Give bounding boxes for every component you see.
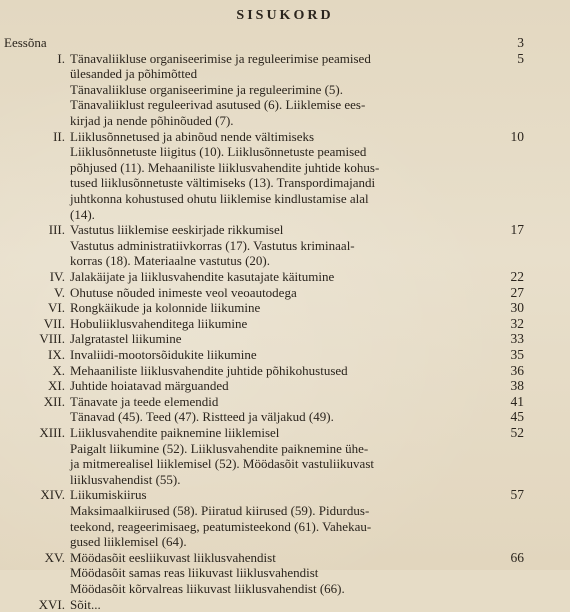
toc-page-number: 38 xyxy=(510,378,524,394)
toc-page-number: 3 xyxy=(517,35,524,50)
toc-entry-number: XV. xyxy=(44,549,65,565)
toc-entry-subtopics: liiklusvahendist (55). xyxy=(70,471,181,487)
toc-entry-subtopics: ülesanded ja põhimõtted xyxy=(70,66,198,82)
toc-entry-number: VI. xyxy=(48,300,65,316)
toc-page-number: 41 xyxy=(510,393,524,409)
toc-entry-number: XIII. xyxy=(39,425,65,440)
toc-entry-subtopics: Tänavaliiklust reguleerivad asutused (6). Liiklemise ees- xyxy=(70,97,366,113)
toc-page-number: 10 xyxy=(510,128,524,144)
toc-entry-title: Tänavad (45). Teed (47). Ristteed ja väljakud (49). xyxy=(70,409,334,425)
toc-page-number: 52 xyxy=(510,425,524,440)
toc-page-number: 36 xyxy=(510,362,524,378)
toc-entry-subtopics: ja mitmerealisel liiklemisel (52). Möödasõit vastuliikuvast xyxy=(70,456,375,472)
toc-entry-subtopics: Vastutus administratiivkorras (17). Vastutus kriminaal- xyxy=(70,237,355,253)
toc-page-number: 27 xyxy=(510,284,524,300)
toc-page-number: 17 xyxy=(510,222,524,238)
toc-entry-title: Eessõna xyxy=(4,35,47,50)
toc-entry-number: III. xyxy=(48,222,65,238)
toc-page-number: 22 xyxy=(510,269,524,284)
toc-entry-title: Hobuliiklusvahenditega liikumine xyxy=(70,315,248,331)
toc-entry-subtopics: Paigalt liikumine (52). Liiklusvahendite paiknemine ühe- xyxy=(70,440,369,456)
toc-entry-number: IX. xyxy=(48,347,65,362)
toc-entry-title: Liiklusvahendite paiknemine liiklemisel xyxy=(70,425,280,440)
toc-entry-title: Rongkäikude ja kolonnide liikumine xyxy=(70,300,261,316)
page-title: SISUKORD xyxy=(236,8,334,23)
toc-entry-number: VII. xyxy=(43,315,65,331)
toc-entry-number: X. xyxy=(52,362,65,378)
toc-entry-number: V. xyxy=(54,284,65,300)
toc-entry-title: Invaliidi-mootorsõidukite liikumine xyxy=(70,347,257,362)
toc-entry-title: Vastutus liiklemise eeskirjade rikkumisel xyxy=(70,222,284,238)
toc-entry-number: XIV. xyxy=(40,487,65,503)
toc-entry-subtopics: (14). xyxy=(70,206,95,222)
toc-page-number: 57 xyxy=(510,487,524,503)
toc-entry-number: XVI. xyxy=(38,596,65,612)
toc-entry-number: XI. xyxy=(48,378,65,394)
toc-entry-title: Ohutuse nõuded inimeste veol veoautodega xyxy=(70,284,297,300)
toc-entry-title: Tänavate ja teede elemendid xyxy=(70,393,219,409)
toc-page-number: 30 xyxy=(510,300,524,316)
toc-entry-subtopics: kirjad ja nende põhinõuded (7). xyxy=(70,113,234,128)
toc-entry-subtopics: juhtkonna kohustused ohutu liiklemise kindlustamise alal xyxy=(70,191,369,206)
toc-entry-subtopics: Maksimaalkiirused (58). Piiratud kiirused (59). Pidurdus- xyxy=(70,503,370,518)
toc-entry-title: Mehaaniliste liiklusvahendite juhtide põhikohustused xyxy=(70,362,348,378)
toc-entry-title: Jalgratastel liikumine xyxy=(70,331,182,347)
toc-entry-number: IV. xyxy=(49,269,65,284)
toc-entry-subtopics: korras (18). Materiaalne vastutus (20). xyxy=(70,253,270,269)
toc-entry-title: Juhtide hoiatavad märguanded xyxy=(70,378,229,394)
toc-entry-title: Sõit... xyxy=(70,596,101,612)
toc-entry-number: VIII. xyxy=(39,331,65,347)
toc-page-number: 45 xyxy=(510,409,524,425)
toc-entry-subtopics: Möödasõit samas reas liikuvast liiklusvahendist xyxy=(70,565,319,581)
toc-entry-title: Jalakäijate ja liiklusvahendite kasutajate käitumine xyxy=(70,269,335,284)
toc-page-number: 66 xyxy=(510,549,524,565)
toc-entry-title: Möödasõit eesliikuvast liiklusvahendist xyxy=(70,549,276,565)
toc-page-number: 32 xyxy=(510,315,524,331)
toc-entry-title: Liiklusõnnetused ja abinõud nende vältimiseks xyxy=(70,128,315,144)
toc-page-number: 33 xyxy=(510,331,524,347)
toc-entry-subtopics: Tänavaliikluse organiseerimine ja reguleerimine (5). xyxy=(70,81,344,97)
toc-entry-title: Liikumiskiirus xyxy=(70,487,147,503)
toc-page-number: 5 xyxy=(517,50,524,66)
toc-entry-subtopics: põhjused (11). Mehaaniliste liiklusvahendite juhtide kohus- xyxy=(70,159,380,175)
toc-entry-subtopics: teekond, reageerimisaeg, peatumisteekond (61). Vahekau- xyxy=(70,518,372,534)
toc-entry-subtopics: Liiklusõnnetuste liigitus (10). Liiklusõnnetuste peamised xyxy=(70,144,367,160)
toc-entry-number: I. xyxy=(57,50,65,66)
toc-entry-subtopics: Möödasõit kõrvalreas liikuvast liiklusvahendist (66). xyxy=(70,581,345,596)
toc-entry-title: Tänavaliikluse organiseerimise ja reguleerimise peamised xyxy=(70,50,371,66)
toc-page-number: 35 xyxy=(510,347,524,362)
toc-entry-subtopics: tused liiklusõnnetuste vältimiseks (13). Transpordimajandi xyxy=(70,175,376,191)
toc-entry-number: II. xyxy=(53,128,65,144)
toc-entry-number: XII. xyxy=(43,393,65,409)
toc-entry-subtopics: gused liiklemisel (64). xyxy=(70,534,187,550)
